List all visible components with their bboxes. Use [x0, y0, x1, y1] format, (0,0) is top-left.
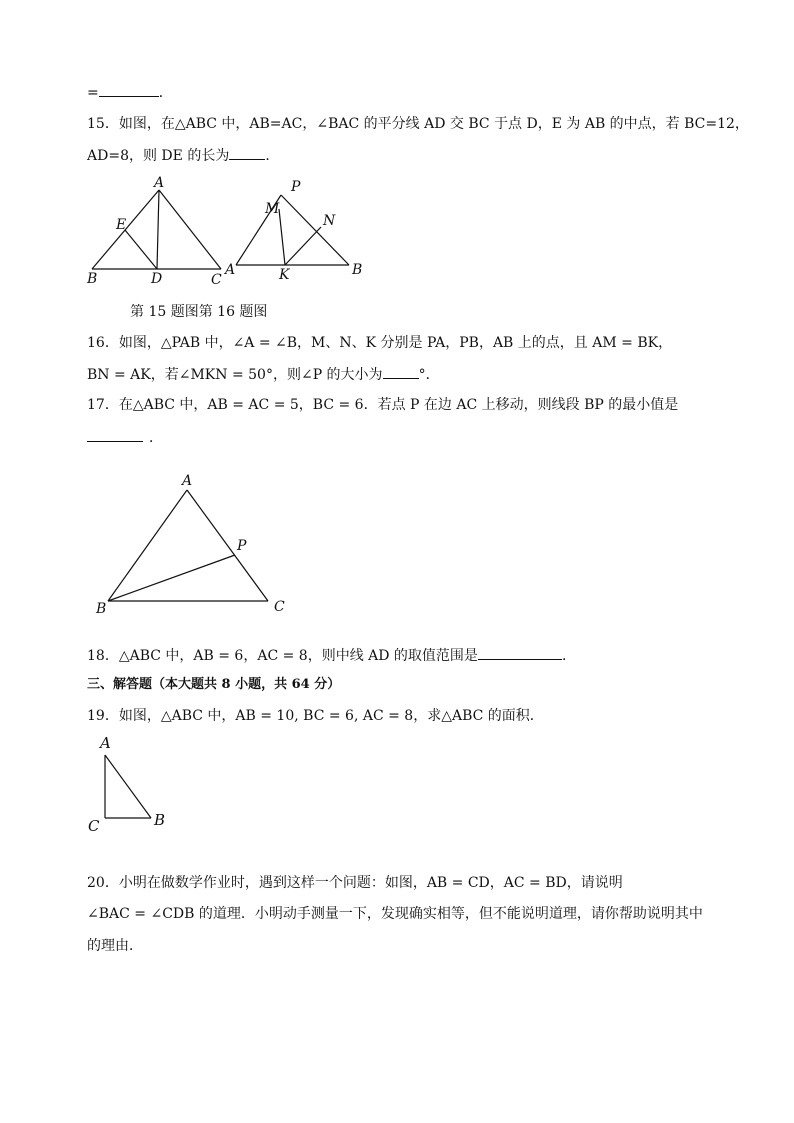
q17-label-c: C	[274, 599, 285, 615]
q15-label-c: C	[211, 272, 222, 288]
q15-segment-ad	[157, 190, 159, 269]
q16-label-p: P	[291, 179, 301, 195]
q15-label-a: A	[154, 175, 165, 191]
q15-label-e: E	[116, 217, 127, 233]
q15-q16-figure-caption: 第 15 题图第 16 题图	[130, 304, 268, 320]
q16-label-b: B	[352, 262, 363, 278]
q17-text-line1: 17．在△ABC 中，AB = AC = 5，BC = 6．若点 P 在边 AC 上移动，则线段 BP 的最小值是	[87, 397, 679, 413]
q16-side-pb	[281, 195, 349, 265]
q15-segment-de	[125, 230, 157, 269]
q15-answer-blank[interactable]	[229, 145, 265, 160]
q16-line2-prefix: BN = AK，若∠MKN = 50°，则∠P 的大小为	[87, 367, 383, 383]
q20-text-line2: ∠BAC = ∠CDB 的道理．小明动手测量一下，发现确实相等，但不能说明道理，请你帮助说明其中	[87, 906, 703, 922]
q16-segment-nk	[285, 227, 321, 265]
q17-line2-suffix: ．	[149, 430, 163, 446]
q19-side-ab	[105, 755, 151, 818]
q15-text-line2	[87, 145, 279, 166]
q15-line2-prefix: AD=8，则 DE 的长为	[87, 148, 230, 164]
q16-segment-mk	[279, 209, 285, 265]
q15-text-line1: 15．如图，在△ABC 中，AB=AC，∠BAC 的平分线 AD 交 BC 于点 D，E 为 AB 的中点，若 BC=12，	[87, 116, 749, 132]
q17-side-ac	[187, 490, 268, 601]
q17-segment-bp	[108, 555, 235, 601]
q15-label-d: D	[151, 271, 163, 287]
q18-answer-blank[interactable]	[478, 645, 562, 660]
section-3-heading: 三、解答题（本大题共 8 小题，共 64 分）	[87, 677, 341, 692]
q15-label-b: B	[87, 271, 98, 287]
q15-side-ac	[159, 190, 221, 269]
q18-prefix: 18．△ABC 中，AB = 6，AC = 8，则中线 AD 的取值范围是	[87, 648, 478, 664]
q17-side-ab	[108, 490, 187, 601]
q16-label-n: N	[323, 213, 336, 229]
q17-label-b: B	[96, 601, 107, 617]
q14-suffix: ．	[158, 85, 173, 101]
q18-text	[87, 645, 576, 666]
q20-text-line1: 20．小明在做数学作业时，遇到这样一个问题：如图，AB = CD，AC = BD，请说明	[87, 875, 623, 891]
q14-answer-blank[interactable]	[99, 82, 159, 97]
q19-label-c: C	[88, 817, 100, 835]
q16-label-a: A	[225, 262, 236, 278]
q16-line2-suffix: °．	[418, 367, 440, 383]
q16-answer-blank[interactable]	[383, 364, 419, 379]
q19-figure	[84, 730, 184, 840]
q14-prefix: =	[87, 85, 99, 101]
q15-line2-suffix: ．	[265, 148, 280, 164]
q19-text: 19．如图，△ABC 中，AB = 10, BC = 6, AC = 8，求△ABC 的面积．	[87, 708, 544, 724]
q14-answer-line	[87, 82, 173, 103]
q17-figure	[90, 470, 300, 620]
q19-label-b: B	[154, 811, 166, 829]
q18-suffix: ．	[561, 648, 576, 664]
q16-label-k: K	[279, 267, 290, 283]
q17-answer-blank[interactable]	[87, 427, 143, 442]
q16-text-line1: 16．如图，△PAB 中，∠A = ∠B，M、N、K 分别是 PA，PB，AB 上的点，且 AM = BK，	[87, 335, 673, 351]
q17-text-line2	[87, 427, 163, 448]
q16-label-m: M	[265, 201, 280, 217]
q17-label-a: A	[182, 473, 193, 489]
q19-label-a: A	[100, 734, 111, 752]
q17-label-p: P	[237, 538, 247, 554]
q20-text-line3: 的理由．	[87, 938, 143, 954]
q15-figure	[80, 172, 240, 292]
q16-figure	[222, 172, 372, 292]
q16-text-line2	[87, 364, 440, 385]
